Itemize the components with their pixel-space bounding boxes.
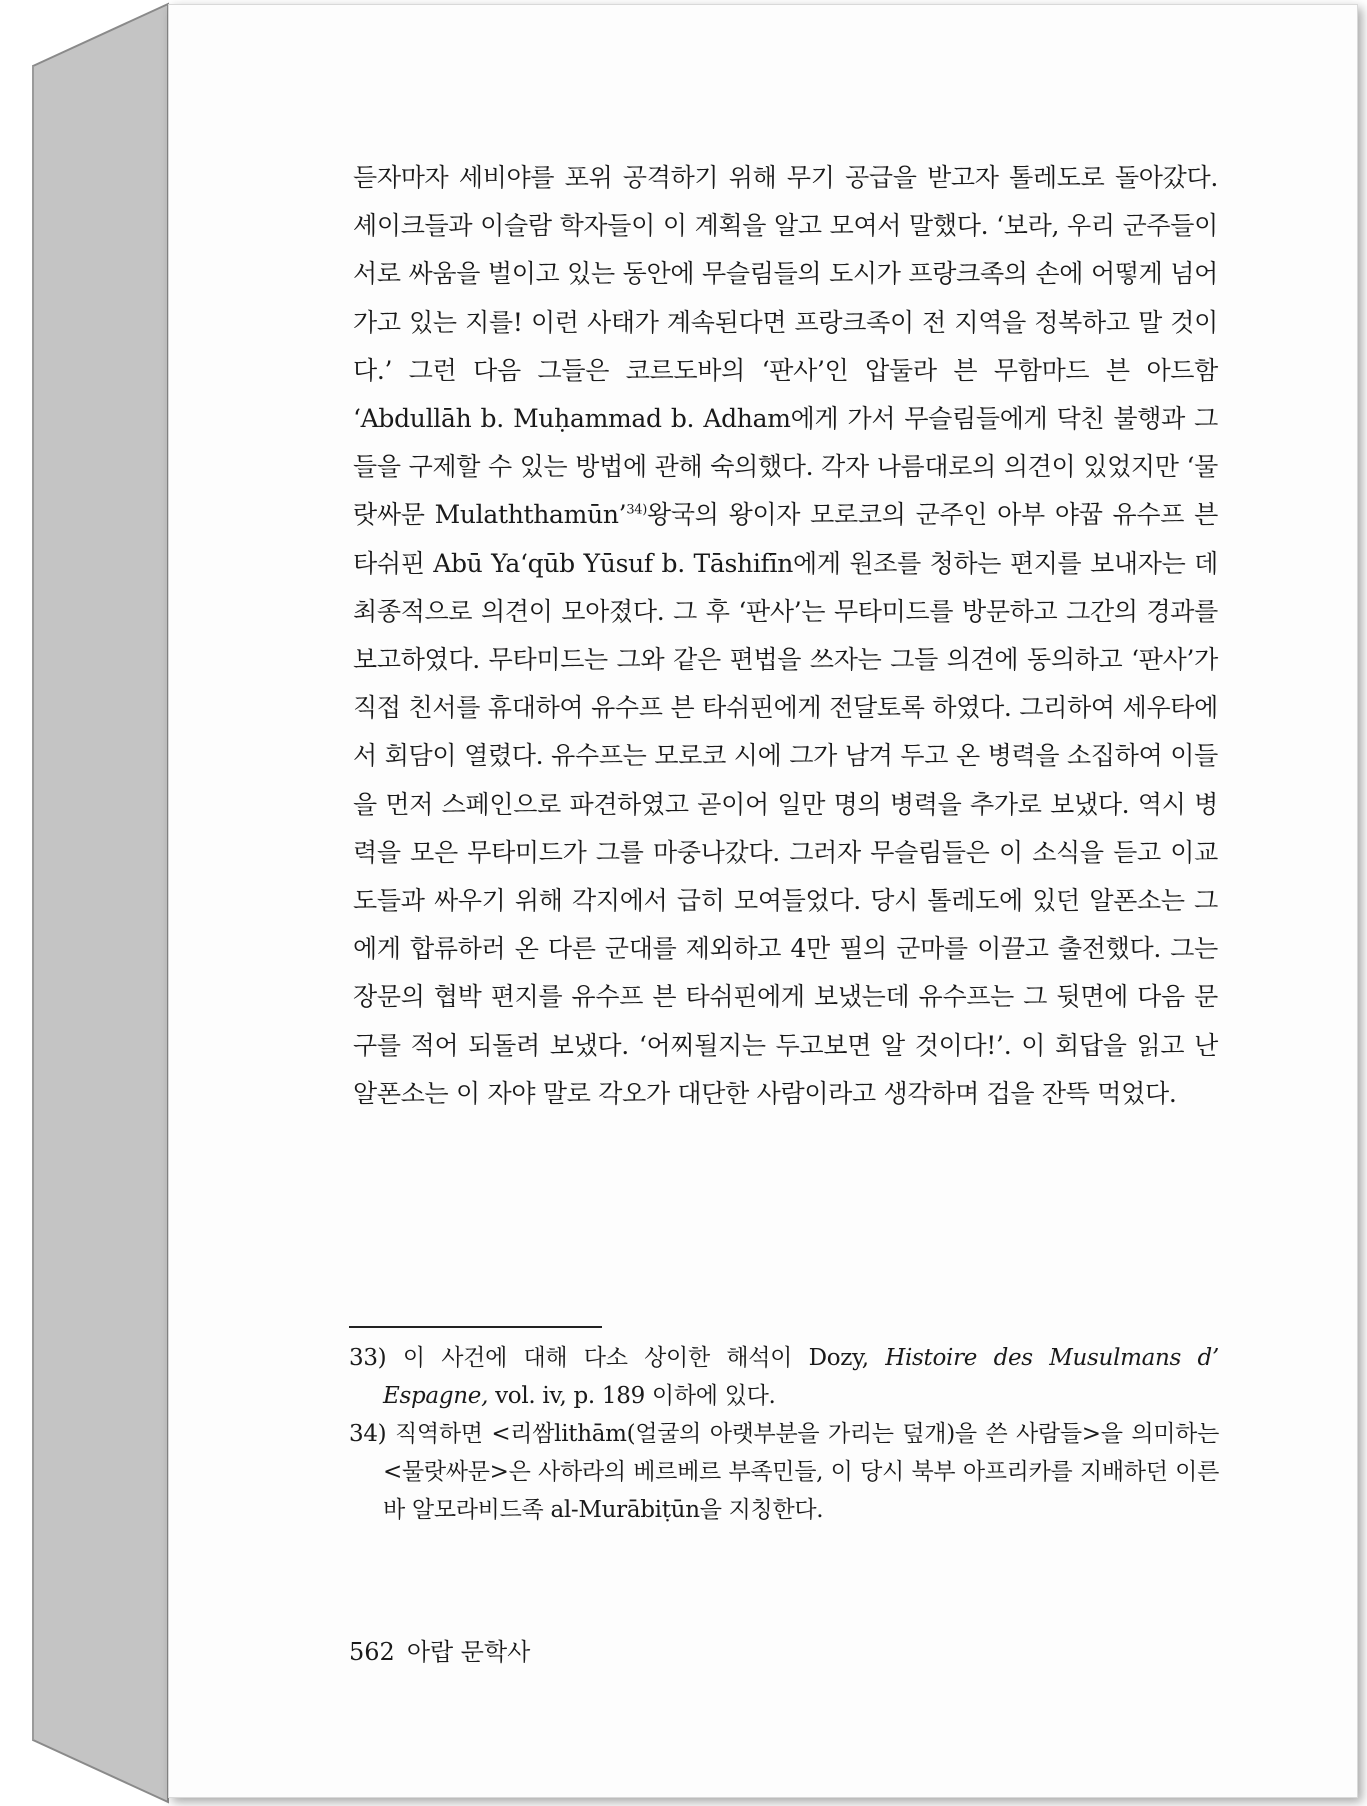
footnote-text: 직역하면 <리쌈lithām(얼굴의 아랫부분을 가리는 덮개)을 쓴 사람들>을 의미하는 <물랏싸문>은 사하라의 베르베르 부족민들, 이 당시 북부 아프리카를 지배하던 이른바 알모라비드족 al-Murābiṭūn을 지칭한다.	[383, 1421, 1219, 1523]
main-paragraph	[353, 154, 1218, 1118]
running-title: 아랍 문학사	[406, 1638, 531, 1666]
footnote-text: 이 사건에 대해 다소 상이한 해석이 Dozy,	[402, 1345, 869, 1371]
footnote-number: 33)	[349, 1345, 387, 1371]
footnote-number: 34)	[349, 1421, 387, 1447]
main-text-part-1: 듣자마자 세비야를 포위 공격하기 위해 무기 공급을 받고자 톨레도로 돌아갔다. 셰이크들과 이슬람 학자들이 이 계획을 알고 모여서 말했다. ‘보라, 우리 군주들이 서로 싸움을 벌이고 있는 동안에 무슬림들의 도시가 프랑크족의 손에 어떻게 넘어가고 있는 지를! 이런 사태가 계속된다면 프랑크족이 전 지역을 정복하고 말 것이다.’ 그런 다음 그들은 코르도바의 ‘판사’인 압둘라 븐 무함마드 븐 아드함 ‘Abdullāh b. Muḥammad b. Adham에게 가서 무슬림들에게 닥친 불행과 그들을 구제할 수 있는 방법에 관해 숙의했다. 각자 나름대로의 의견이 있었지만 ‘물랏싸문 Mulaththamūn’	[353, 163, 1218, 530]
footnote-34	[349, 1415, 1219, 1529]
book-page	[168, 4, 1358, 1798]
footnote-divider	[349, 1326, 602, 1328]
footnote-citation: vol. iv, p. 189 이하에 있다.	[495, 1383, 776, 1409]
footnote-book-title: Histoire des Musulmans d’ Espagne,	[383, 1345, 1219, 1409]
page-number: 562	[349, 1638, 395, 1666]
footnote-33	[349, 1339, 1219, 1415]
page-footer	[349, 1632, 530, 1667]
footnote-ref-34: 34)	[626, 503, 648, 519]
main-text-part-2: 왕국의 왕이자 모로코의 군주인 아부 야꿉 유수프 븐 타쉬핀 Abū Ya‘qūb Yūsuf b. Tāshifīn에게 원조를 청하는 편지를 보내자는 데 최종적으로 의견이 모아졌다. 그 후 ‘판사’는 무타미드를 방문하고 그간의 경과를 보고하였다. 무타미드는 그와 같은 편법을 쓰자는 그들 의견에 동의하고 ‘판사’가 직접 친서를 휴대하여 유수프 븐 타쉬핀에게 전달토록 하였다. 그리하여 세우타에서 회담이 열렸다. 유수프는 모로코 시에 그가 남겨 두고 온 병력을 소집하여 이들을 먼저 스페인으로 파견하였고 곧이어 일만 명의 병력을 추가로 보냈다. 역시 병력을 모은 무타미드가 그를 마중나갔다. 그러자 무슬림들은 이 소식을 듣고 이교도들과 싸우기 위해 각지에서 급히 모여들었다. 당시 톨레도에 있던 알폰소는 그에게 합류하러 온 다른 군대를 제외하고 4만 필의 군마를 이끌고 출전했다. 그는 장문의 협박 편지를 유수프 븐 타쉬핀에게 보냈는데 유수프는 그 뒷면에 다음 문구를 적어 되돌려 보냈다. ‘어찌될지는 두고보면 알 것이다!’. 이 회답을 읽고 난 알폰소는 이 자야 말로 각오가 대단한 사람이라고 생각하며 겁을 잔뜩 먹었다.	[353, 500, 1218, 1108]
footnotes	[349, 1339, 1219, 1529]
